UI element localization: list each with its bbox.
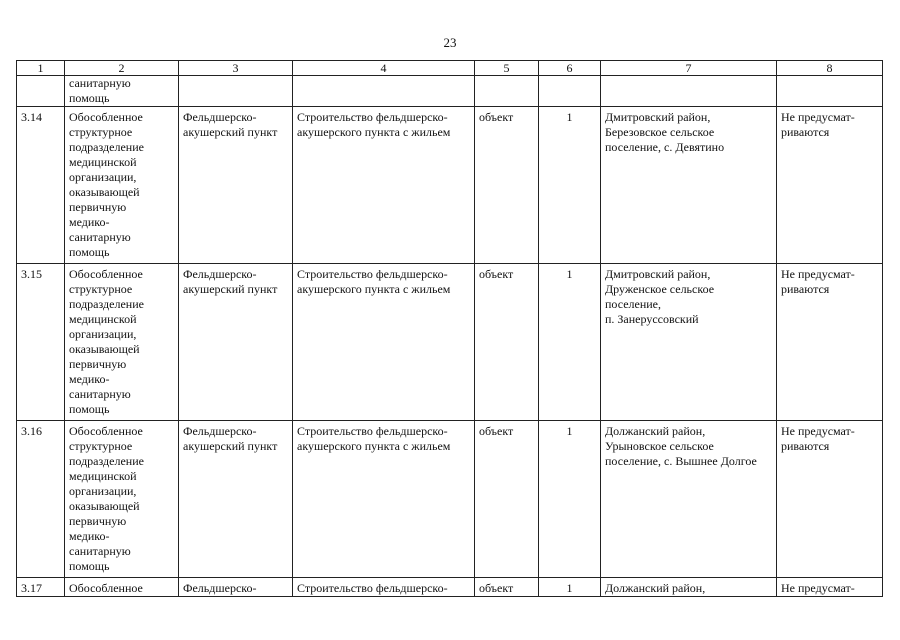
cell-empty xyxy=(17,76,65,107)
table-row xyxy=(17,578,883,597)
location-text: Должанский район, Урыновское сельское поселение, с. Вышнее Долгое xyxy=(605,424,757,468)
cell-location xyxy=(601,264,777,421)
column-number: 1 xyxy=(17,61,65,76)
column-number: 8 xyxy=(777,61,883,76)
cell-work xyxy=(293,107,475,264)
work-text: Строительство фельдшерско- акушерского пункта с жильем xyxy=(297,424,451,453)
location-text: Дмитровский район, Друженское сельское поселение, п. Занеруссовский xyxy=(605,267,715,326)
zone-text: Не предусмат- риваются xyxy=(781,110,855,139)
zone-text: Не предусмат- риваются xyxy=(781,424,855,453)
cell-quantity: 1 xyxy=(539,107,601,264)
column-number: 6 xyxy=(539,61,601,76)
column-number: 7 xyxy=(601,61,777,76)
object-type-text: Фельдшерско- акушерский пункт xyxy=(183,424,278,453)
cell-unit: объект xyxy=(475,107,539,264)
cell-number: 3.14 xyxy=(17,107,65,264)
cell-number: 3.17 xyxy=(17,578,65,597)
cell-quantity: 1 xyxy=(539,264,601,421)
name-text: Обособленное структурное подразделение медицинской организации, оказывающей первичную медико- санитарную помощь xyxy=(69,267,144,416)
cell-object-type xyxy=(179,264,293,421)
cell-unit: объект xyxy=(475,578,539,597)
cell-empty xyxy=(539,76,601,107)
cell-name-continued xyxy=(65,76,179,107)
cell-work xyxy=(293,264,475,421)
object-type-text: Фельдшерско- акушерский пункт xyxy=(183,267,278,296)
cell-name xyxy=(65,264,179,421)
cell-work xyxy=(293,421,475,578)
cell-empty xyxy=(179,76,293,107)
object-type-text: Фельдшерско- акушерский пункт xyxy=(183,110,278,139)
cell-unit: объект xyxy=(475,421,539,578)
location-text: Дмитровский район, Березовское сельское поселение, с. Девятино xyxy=(605,110,725,154)
cell-empty xyxy=(475,76,539,107)
table-row xyxy=(17,421,883,578)
continuation-row xyxy=(17,76,883,107)
name-text: Обособленное структурное подразделение медицинской организации, оказывающей первичную медико- санитарную помощь xyxy=(69,424,144,573)
cell-zone xyxy=(777,264,883,421)
cell-quantity: 1 xyxy=(539,578,601,597)
cell-name xyxy=(65,421,179,578)
column-number-header-row xyxy=(17,61,883,76)
cell-object-type xyxy=(179,421,293,578)
cell-zone xyxy=(777,421,883,578)
cell-name xyxy=(65,107,179,264)
cell-number: 3.15 xyxy=(17,264,65,421)
work-text: Строительство фельдшерско- акушерского пункта с жильем xyxy=(297,267,451,296)
register-table xyxy=(16,60,883,597)
cell-zone xyxy=(777,107,883,264)
cell-quantity: 1 xyxy=(539,421,601,578)
cell-zone: Не предусмат- xyxy=(777,578,883,597)
cell-empty xyxy=(293,76,475,107)
cell-object-type xyxy=(179,107,293,264)
cell-work: Строительство фельдшерско- xyxy=(293,578,475,597)
work-text: Строительство фельдшерско- акушерского пункта с жильем xyxy=(297,110,451,139)
cell-number: 3.16 xyxy=(17,421,65,578)
column-number: 4 xyxy=(293,61,475,76)
name-text: санитарную помощь xyxy=(69,76,131,105)
table-row xyxy=(17,264,883,421)
cell-name: Обособленное xyxy=(65,578,179,597)
table-row xyxy=(17,107,883,264)
cell-unit: объект xyxy=(475,264,539,421)
cell-object-type: Фельдшерско- xyxy=(179,578,293,597)
column-number: 5 xyxy=(475,61,539,76)
cell-empty xyxy=(777,76,883,107)
cell-location: Должанский район, xyxy=(601,578,777,597)
column-number: 3 xyxy=(179,61,293,76)
zone-text: Не предусмат- риваются xyxy=(781,267,855,296)
cell-location xyxy=(601,421,777,578)
name-text: Обособленное структурное подразделение медицинской организации, оказывающей первичную медико- санитарную помощь xyxy=(69,110,144,259)
column-number: 2 xyxy=(65,61,179,76)
cell-empty xyxy=(601,76,777,107)
cell-location xyxy=(601,107,777,264)
page-number: 23 xyxy=(443,35,457,50)
